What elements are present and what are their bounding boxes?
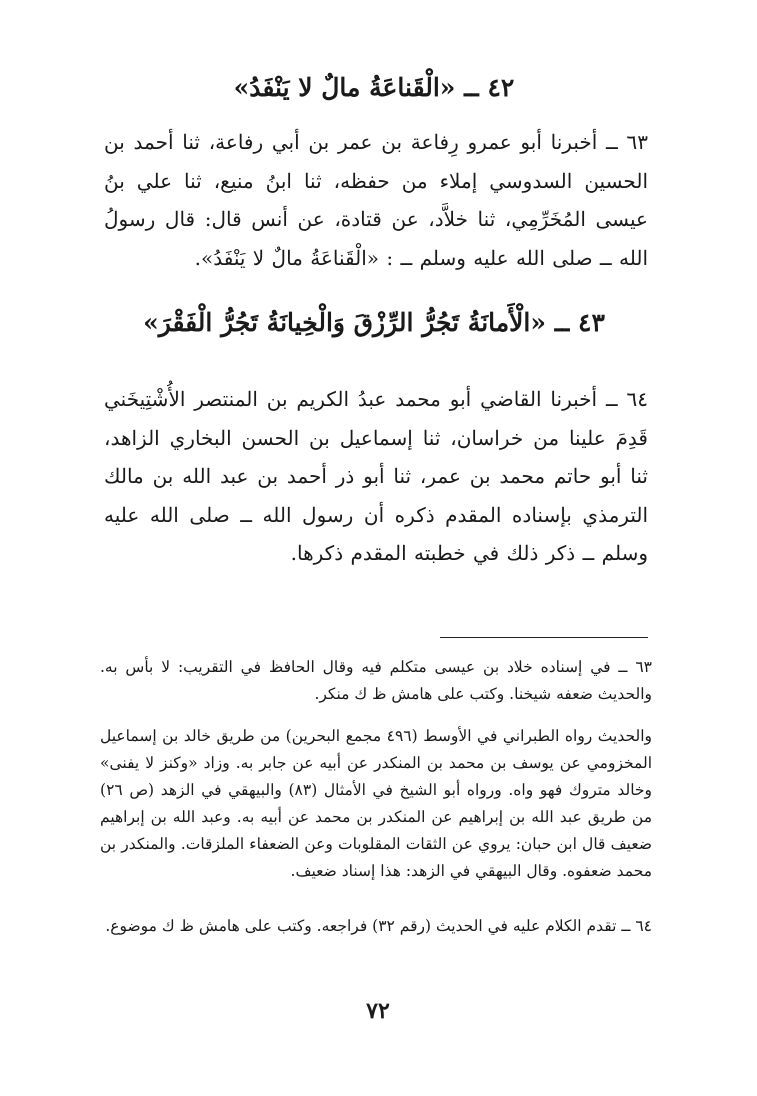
section-heading-43: ٤٣ ــ «الْأَمانَةُ تَجُرُّ الرِّزْقَ وَالْخِيانَةُ تَجُرُّ الْفَقْرَ» — [143, 308, 605, 337]
hadith-64-paragraph: ٦٤ ــ أخبرنا القاضي أبو محمد عبدُ الكريم بن المنتصر الأُشْتِيخَني قَدِمَ علينا من خراسان، ثنا إسماعيل بن الحسن البخاري الزاهد، ثنا أبو حاتم محمد بن عمر، ثنا أبو ذر أحمد بن عبد الله بن مالك الترمذي بإسناده المقدم ذكره أن رسول الله ــ صلى الله عليه وسلم ــ ذكر ذلك في خطبته المقدم ذكرها. — [104, 387, 648, 565]
footnote-63-second: والحديث رواه الطبراني في الأوسط (٤٩٦ مجمع البحرين) من طريق خالد بن إسماعيل المخزومي عن يوسف بن محمد بن المنكدر عن أبيه عن جابر به. وزاد «وكنز لا يفنى» وخالد متروك فهو واه. ورواه أبو الشيخ في الأمثال (٨٣) والبيهقي في الزهد (ص ٢٦) من طريق عبد الله بن إبراهيم عن المنكدر بن محمد عن أبيه به. وعبد الله بن إبراهيم ضعيف قال ابن حبان: يروي عن الثقات المقلوبات وعن الضعفاء الملزقات. والمنكدر بن محمد ضعفوه. وقال البيهقي في الزهد: هذا إسناد ضعيف. — [100, 727, 652, 880]
section-heading-42: ٤٢ ــ «الْقَناعَةُ مالٌ لا يَنْفَدُ» — [233, 73, 515, 102]
hadith-63-paragraph: ٦٣ ــ أخبرنا أبو عمرو رِفاعة بن عمر بن أبي رفاعة، ثنا أحمد بن الحسين السدوسي إملاء من حفظه، ثنا ابنُ منيع، ثنا علي بنُ عيسى المُخَرِّمِي، ثنا خلاَّد، عن قتادة، عن أنس قال: قال رسولُ الله ــ صلى الله عليه وسلم ــ : «الْقَناعَةُ مالٌ لا يَنْفَدُ». — [104, 130, 648, 270]
footnote-divider — [440, 637, 648, 638]
footnote-63-first: ٦٣ ــ في إسناده خلاد بن عيسى متكلم فيه وقال الحافظ في التقريب: لا بأس به. والحديث ضعفه شيخنا. وكتب على هامش ظ ك منكر. — [100, 658, 652, 703]
page-number: ٧٢ — [366, 998, 390, 1024]
footnote-64: ٦٤ ــ تقدم الكلام عليه في الحديث (رقم ٣٢) فراجعه. وكتب على هامش ظ ك موضوع. — [105, 917, 652, 935]
